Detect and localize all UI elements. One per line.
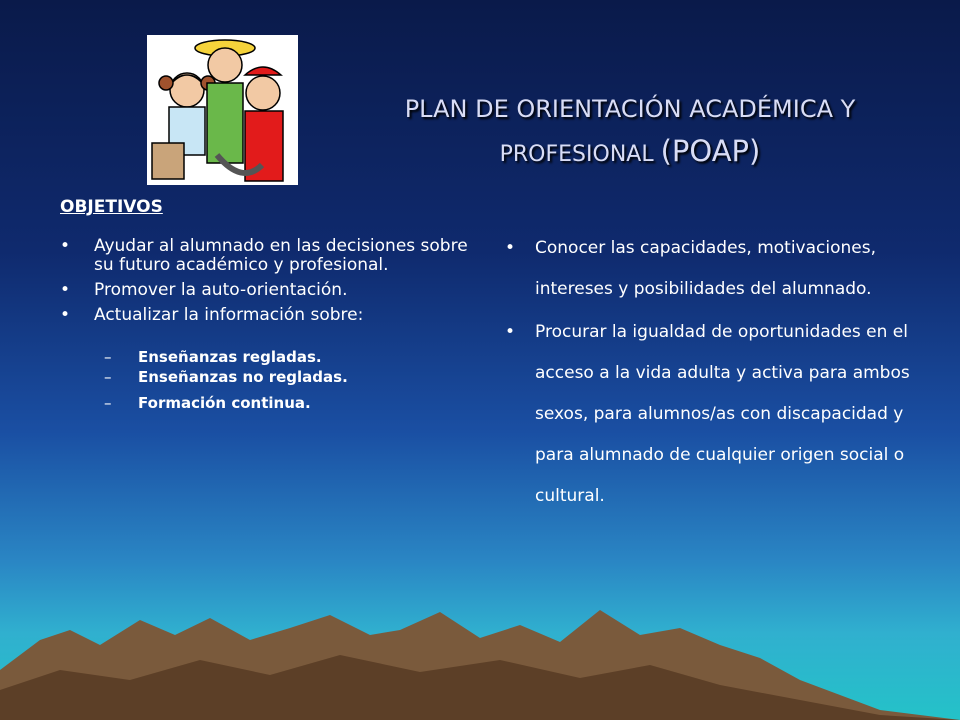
children-illustration-icon [147, 35, 298, 185]
list-item [60, 237, 480, 275]
bullet-icon: • [60, 280, 71, 300]
slide-title [360, 88, 900, 176]
objectives-heading: OBJETIVOS [60, 197, 163, 217]
list-item-text: Promover la auto-orientación. [94, 280, 348, 300]
list-item [60, 281, 480, 300]
objectives-column [60, 197, 480, 413]
dash-icon: – [104, 394, 112, 412]
bullet-icon: • [505, 238, 516, 258]
title-word: PROFESIONAL [499, 142, 654, 167]
sublist-item [60, 393, 480, 413]
right-column [505, 228, 915, 517]
objectives-list [60, 237, 480, 325]
list-item-text: Actualizar la información sobre: [94, 305, 364, 325]
sublist-item-text: Enseñanzas no regladas. [138, 368, 348, 386]
objectives-sublist [60, 347, 480, 413]
list-item-text: Ayudar al alumnado en las decisiones sobre su futuro académico y profesional. [94, 236, 468, 275]
right-list [505, 228, 915, 517]
sublist-item [60, 367, 480, 387]
sublist-item-text: Formación continua. [138, 394, 311, 412]
title-abbreviation: (POAP) [660, 134, 761, 168]
bullet-icon: • [60, 236, 71, 256]
title-line-2 [360, 130, 900, 176]
mountains-decoration [0, 600, 960, 720]
bullet-icon: • [505, 322, 516, 342]
list-item [505, 312, 915, 517]
children-illustration [147, 35, 298, 185]
dash-icon: – [104, 368, 112, 386]
list-item-text: Procurar la igualdad de oportunidades en el acceso a la vida adulta y activa para ambos sexos, para alumnos/as con discapacidad y para alumnado de cualquier origen social o cultural. [535, 322, 910, 506]
sublist-item-text: Enseñanzas regladas. [138, 348, 322, 366]
title-line-1: PLAN DE ORIENTACIÓN ACADÉMICA Y [404, 95, 856, 123]
bullet-icon: • [60, 305, 71, 325]
list-item-text: Conocer las capacidades, motivaciones, intereses y posibilidades del alumnado. [535, 238, 877, 299]
list-item [505, 228, 915, 310]
dash-icon: – [104, 348, 112, 366]
list-item [60, 306, 480, 325]
sublist-item [60, 347, 480, 367]
